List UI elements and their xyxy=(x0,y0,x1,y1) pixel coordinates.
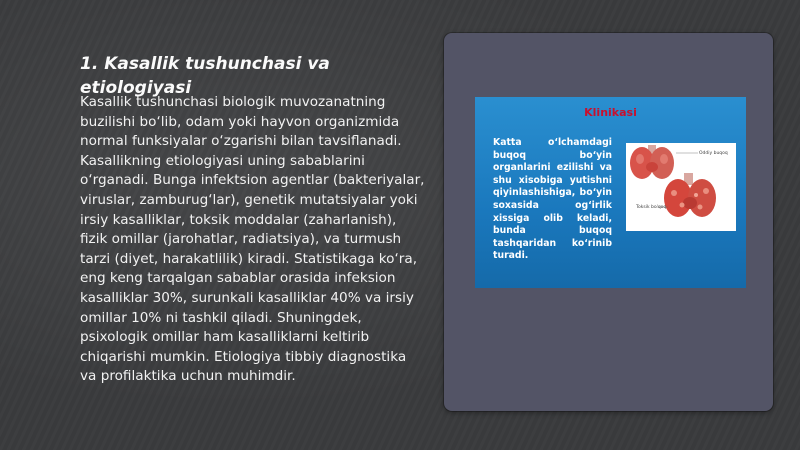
slide-title: Klinikasi xyxy=(584,106,637,119)
simple-goiter-drawing xyxy=(630,145,674,179)
toxic-goiter-drawing xyxy=(664,173,716,217)
slide-text: Katta o‘lchamdagi buqoq bo‘yin organlarini ezilishi va shu xisobiga yutishni qiyinlashishiga, bo‘yin soxasida og‘irlik xissiga olib keladi, bunda buqoq tashqaridan ko‘rinib turadi. xyxy=(493,137,612,262)
figure-label-simple-goiter: Oddiy buqoq xyxy=(699,151,728,156)
figure-label-toxic-goiter: Toksik bo'qoq xyxy=(636,205,667,210)
section-heading: 1. Kasallik tushunchasi va etiologiyasi xyxy=(80,54,330,98)
thyroid-illustration xyxy=(626,143,736,231)
thyroid-drawing xyxy=(626,143,736,231)
embedded-slide-image xyxy=(475,97,746,288)
body-paragraph: Kasallik tushunchasi biologik muvozanatning buzilishi bo‘lib, odam yoki hayvon organizmida normal funksiyalar o‘zgarishi bilan tavsiflanadi. Kasallikning etiologiyasi uning sabablarini o‘rganadi. Bunga infektsion agentlar (bakteriyalar, viruslar, zamburug‘lar), genetik mutatsiyalar yoki irsiy kasalliklar, toksik moddalar (zaharlanish), fizik omillar (jarohatlar, radiatsiya), va turmush tarzi (diyet, harakatlilik) kiradi. Statistikaga ko‘ra, eng keng tarqalgan sabablar orasida infeksion kasalliklar 30%, surunkali kasalliklar 40% va irsiy omillar 10% ni tashkil qiladi. Shuningdek, psixologik omillar ham kasalliklarni keltirib chiqarishi mumkin. Etiologiya tibbiy diagnostika va profilaktika uchun muhimdir. xyxy=(80,94,425,385)
